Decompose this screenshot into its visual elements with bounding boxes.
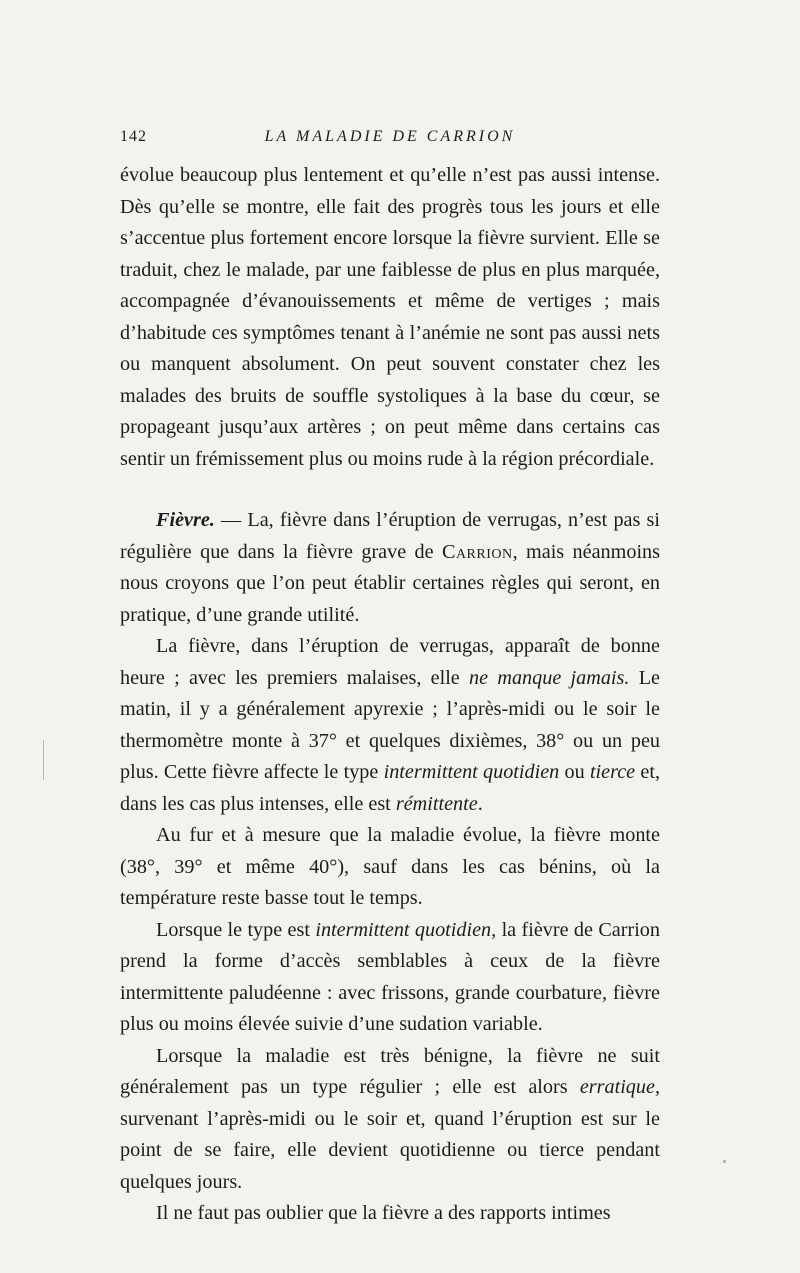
scan-mark (43, 740, 44, 780)
text-run: , mais néanmoins nous croyons que l’on peut établir certaines règles qui seront, en pratique, d’une grande utilité. (120, 540, 660, 626)
paragraph (120, 1041, 660, 1199)
text-run: évolue beaucoup plus lentement et qu’elle n’est pas aussi intense. Dès qu’elle se montre, elle fait des progrès tous les jours et elle s’accentue plus fortement encore lorsque la fièvre survient. Elle se traduit, chez le malade, par une faiblesse de plus en plus marquée, accompagnée d’évanouissements et même de vertiges ; mais d’habitude ces symptômes tenant à l’anémie ne sont pas aussi nets ou manquent absolument. On peut souvent constater chez les malades des bruits de souffle systoliques à la base du cœur, se propageant jusqu’aux artères ; on peut même dans certains cas sentir un frémissement plus ou moins rude à la région précordiale. (120, 164, 660, 470)
text-run: . (477, 792, 483, 815)
italic-text: intermittent quotidien (383, 761, 560, 783)
paragraph (120, 820, 660, 915)
small-caps-name: Carrion (441, 540, 513, 563)
body-text (120, 160, 660, 1230)
text-run: ou (559, 761, 590, 783)
text-run: Lorsque le type est (156, 918, 316, 941)
text-run: la fièvre de Carrion prend la forme d’accès semblables à ceux de la fièvre intermittente paludéenne : avec frissons, grande courbature, fièvre plus ou moins élevée suivie d’une sudation variable. (120, 918, 660, 1035)
paragraph (120, 1198, 660, 1230)
text-run: Il ne faut pas oublier que la fièvre a des rapports intimes (156, 1202, 611, 1224)
page-header (120, 128, 660, 152)
section-heading: Fièvre. (156, 509, 215, 531)
italic-text: erratique, (579, 1076, 660, 1098)
text-run: Le matin, il y a généralement apyrexie ; l’après-midi ou le soir le thermomètre monte à 37° et quelques dixièmes, 38° ou un peu plus. Cette fièvre affecte le type (120, 666, 660, 783)
text-run: et, dans les cas plus intenses, elle est (120, 761, 661, 815)
paragraph (120, 631, 660, 820)
text-run: Au fur et à mesure que la maladie évolue, la fièvre monte (38°, 39° et même 40°), sauf dans les cas bénins, où la température reste basse tout le temps. (120, 824, 660, 909)
paragraph (120, 915, 660, 1041)
paragraph-fievre (120, 505, 660, 631)
page-number: 142 (120, 128, 147, 145)
scan-mark (723, 1160, 726, 1163)
text-run: — La, fièvre dans l’éruption de verrugas, n’est pas si régulière que dans la fièvre grave de (120, 509, 660, 563)
italic-text: ne manque jamais. (469, 666, 630, 689)
italic-text: intermittent quotidien, (315, 918, 497, 941)
text-run: Lorsque la maladie est très bénigne, la fièvre ne suit généralement pas un type régulier ; elle est alors (120, 1044, 660, 1098)
italic-text: rémittente (395, 792, 478, 815)
text-run: La fièvre, dans l’éruption de verrugas, apparaît de bonne heure ; avec les premiers malaises, elle (120, 635, 660, 689)
text-run: survenant l’après-midi ou le soir et, quand l’éruption est sur le point de se faire, elle devient quotidienne ou tierce pendant quelques jours. (120, 1107, 660, 1193)
running-title: LA MALADIE DE CARRION (264, 128, 516, 145)
italic-text: tierce (589, 761, 636, 783)
paragraph-continued (120, 160, 660, 475)
